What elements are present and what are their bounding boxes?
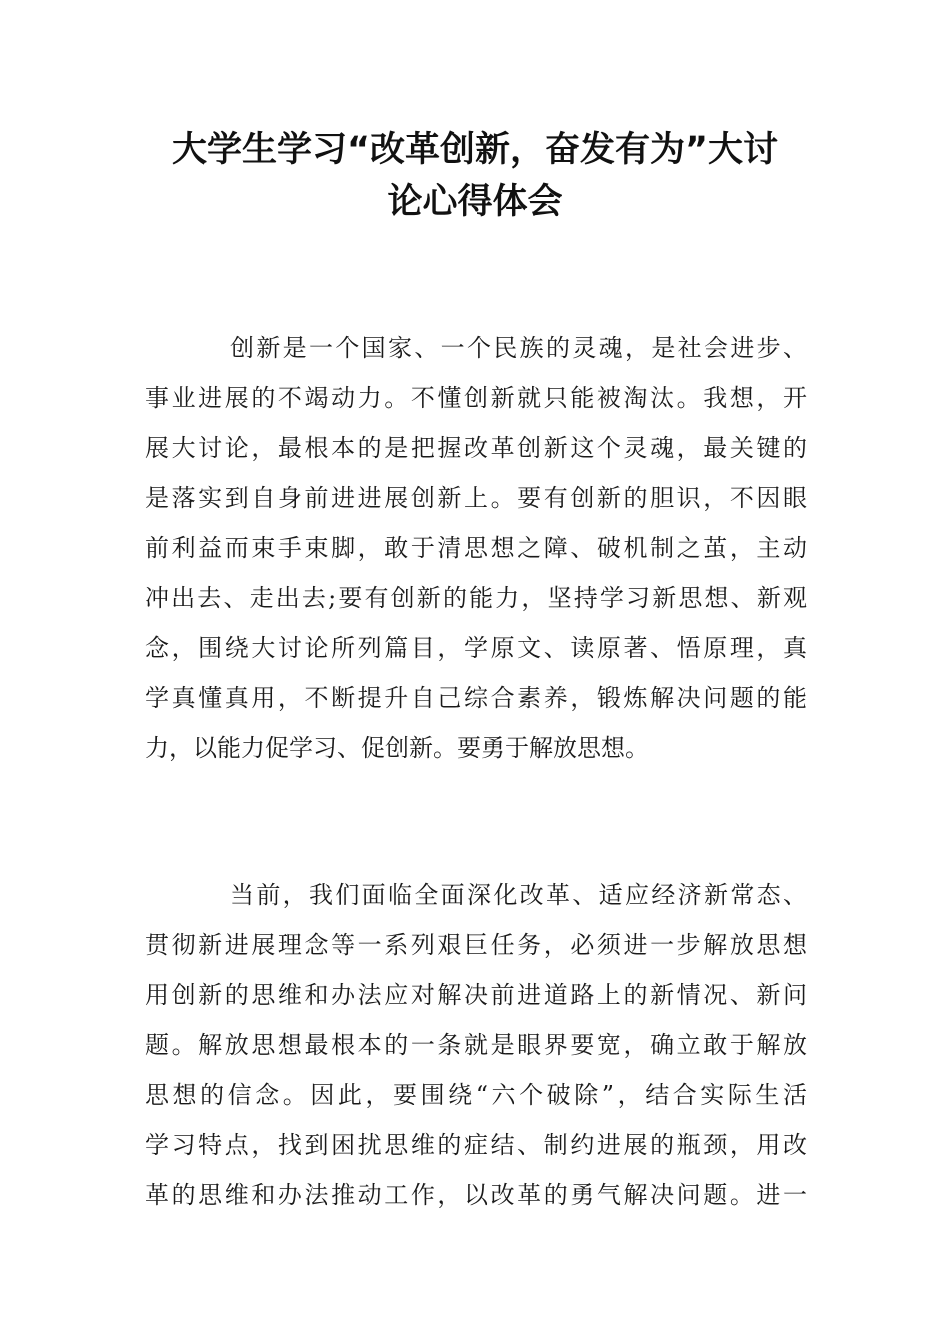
paragraph-line: 创新是一个国家、一个民族的灵魂，是社会进步、 (230, 334, 807, 362)
paragraph-line: 题。解放思想最根本的一条就是眼界要宽，确立敢于解放 (145, 1031, 807, 1059)
paragraph-line: 用创新的思维和办法应对解决前进道路上的新情况、新问 (145, 981, 807, 1009)
paragraph-line: 思想的信念。因此，要围绕“六个破除”，结合实际生活 (145, 1081, 807, 1109)
paragraph-line: 学真懂真用，不断提升自己综合素养，锻炼解决问题的能 (145, 684, 807, 712)
paragraph-line: 展大讨论，最根本的是把握改革创新这个灵魂，最关键的 (145, 434, 807, 462)
paragraph-line: 贯彻新进展理念等一系列艰巨任务，必须进一步解放思想 (145, 931, 807, 959)
paragraph-line: 冲出去、走出去;要有创新的能力，坚持学习新思想、新观 (145, 584, 807, 612)
paragraph-line: 念，围绕大讨论所列篇目，学原文、读原著、悟原理，真 (145, 634, 807, 662)
document-title (120, 124, 830, 228)
paragraph-1 (145, 323, 807, 773)
title-line-2: 论心得体会 (387, 182, 563, 222)
paragraph-line: 事业进展的不竭动力。不懂创新就只能被淘汰。我想，开 (145, 384, 807, 412)
paragraph-line: 当前，我们面临全面深化改革、适应经济新常态、 (230, 881, 807, 909)
paragraph-line: 革的思维和办法推动工作，以改革的勇气解决问题。进一 (145, 1181, 807, 1209)
paragraph-line: 前利益而束手束脚，敢于清思想之障、破机制之茧，主动 (145, 534, 807, 562)
paragraph-line: 是落实到自身前进进展创新上。要有创新的胆识，不因眼 (145, 484, 807, 512)
paragraph-2 (145, 870, 807, 1220)
paragraph-line: 学习特点，找到困扰思维的症结、制约进展的瓶颈，用改 (145, 1131, 807, 1159)
paragraph-line: 力，以能力促学习、促创新。要勇于解放思想。 (145, 734, 649, 762)
title-line-1: 大学生学习“改革创新，奋发有为”大讨 (171, 130, 778, 170)
